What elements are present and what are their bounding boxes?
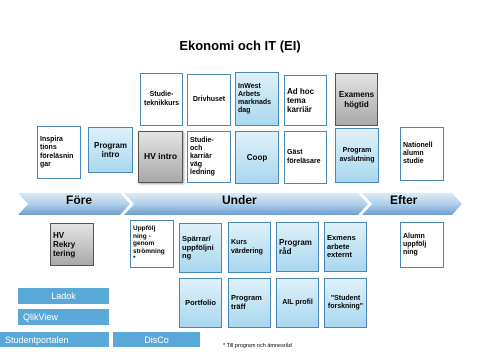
box-hv-rekrytering: HV Rekry tering <box>50 223 94 266</box>
box-programrad: Program råd <box>276 222 319 272</box>
box-nationell: Nationell alumn studie <box>400 127 444 181</box>
box-hv-intro: HV intro <box>138 131 183 183</box>
box-sparrar: Spärrar/ uppföljni ng <box>179 223 222 273</box>
box-drivhuset: Drivhuset <box>187 74 231 126</box>
phase-during-label: Under <box>222 193 257 207</box>
box-adhoc: Ad hoc tema karriär <box>284 75 327 126</box>
box-inspiration: Inspira tions föreläsnin gar <box>37 126 81 179</box>
box-programavslutning: Program avslutning <box>335 128 379 183</box>
box-coop: Coop <box>235 131 279 184</box>
box-student-forskning: "Student forskning" <box>324 278 367 328</box>
footnote: * Till program och ämnesråd <box>223 343 292 349</box>
system-studentportalen: Studentportalen <box>0 332 109 347</box>
system-qlikview: QlikView <box>18 309 109 325</box>
box-inwest: InWest Arbets marknads dag <box>235 72 279 126</box>
box-examenshogtid: Examens högtid <box>335 73 378 126</box>
box-uppfoljning-genomstromning: Uppfölj ning - genom strömning * <box>130 220 174 268</box>
box-program-intro: Program intro <box>88 127 133 173</box>
phase-after-label: Efter <box>390 193 418 207</box>
system-disco: DisCo <box>113 332 200 347</box>
box-gast: Gäst föreläsare <box>284 131 327 184</box>
box-portfolio: Portfolio <box>179 278 222 328</box>
box-alumn: Alumn uppfölj ning <box>400 222 444 268</box>
box-studie-karriar: Studie- och karriär väg ledning <box>187 131 231 183</box>
system-ladok: Ladok <box>18 288 109 304</box>
box-examensarbete: Exmens arbete externt <box>324 222 367 272</box>
box-studieteknikkurs: Studie- teknikkurs <box>140 73 183 126</box>
box-kursvardering: Kurs värdering <box>228 222 271 273</box>
phase-before-label: Före <box>66 193 93 207</box>
box-ail: AIL profil <box>276 278 319 328</box>
page-title: Ekonomi och IT (EI) <box>179 38 301 53</box>
box-programtraff: Program träff <box>228 278 271 328</box>
